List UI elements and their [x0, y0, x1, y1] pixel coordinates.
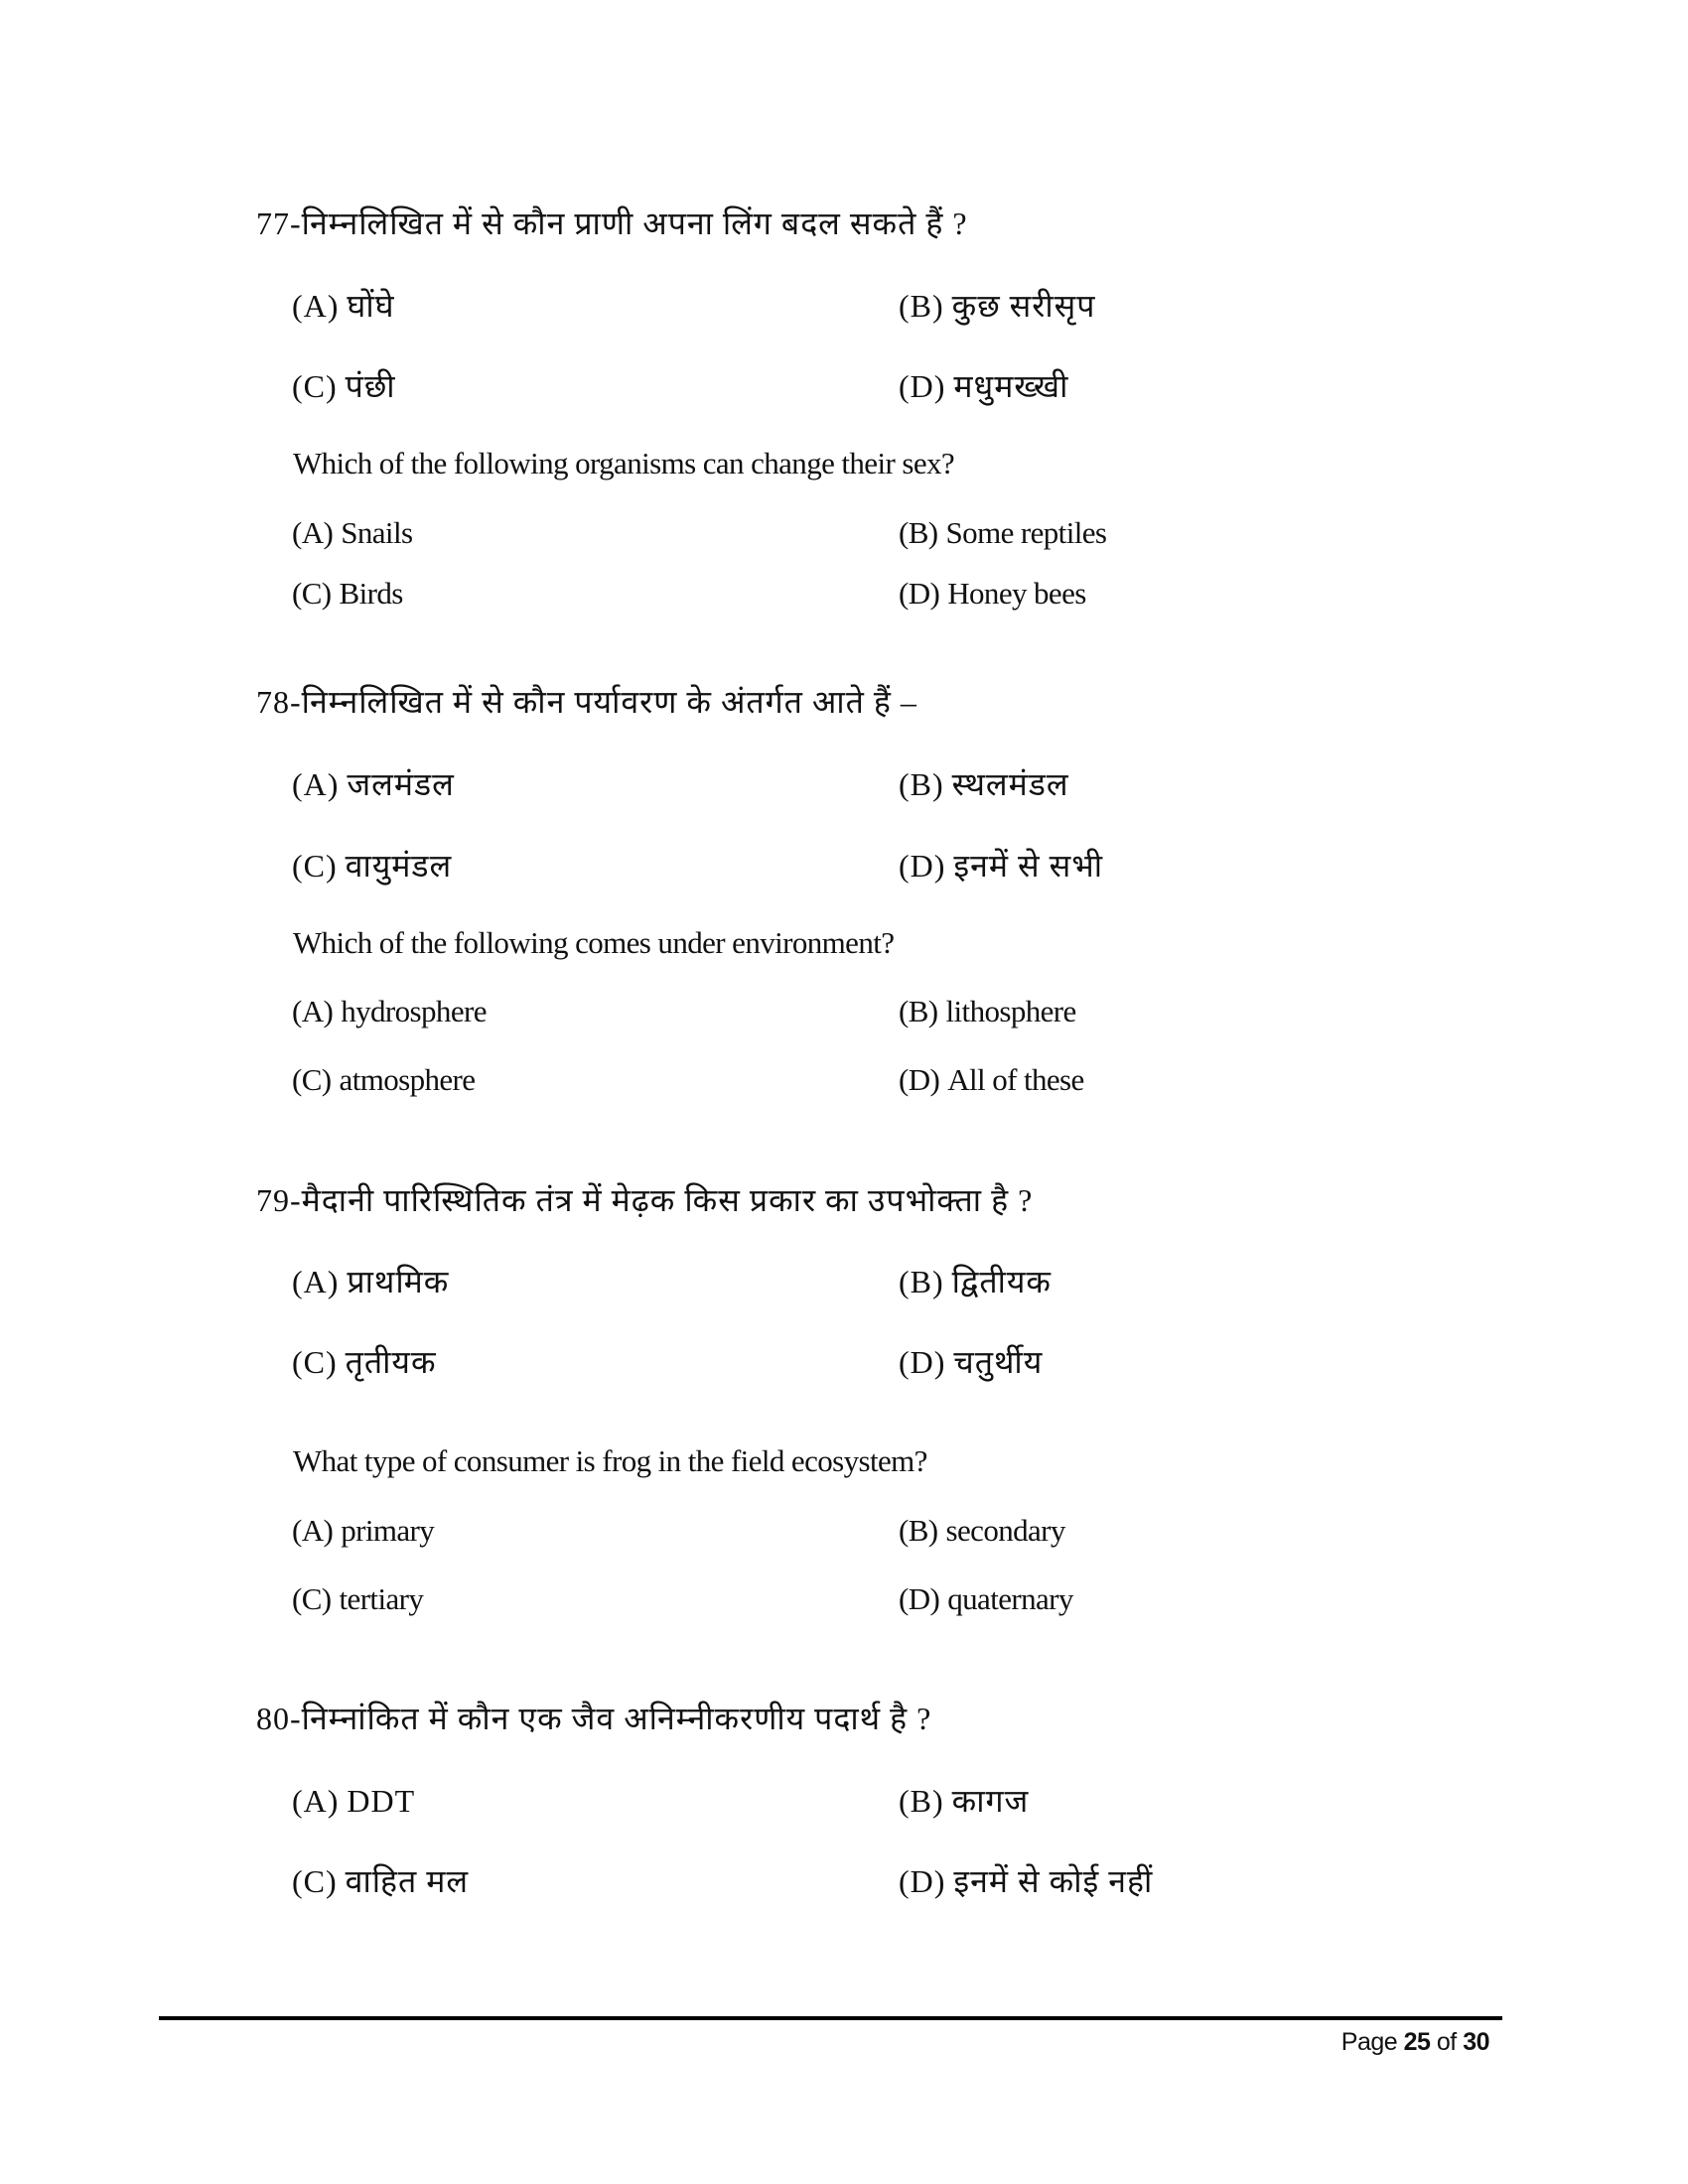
option-label: (C) [292, 1344, 338, 1380]
q80-hi-option-d [899, 1861, 1153, 1901]
option-text: घोंघे [347, 288, 395, 324]
option-text: स्थलमंडल [951, 766, 1069, 802]
question-text: निम्नलिखित में से कौन पर्यावरण के अंतर्गत आते हैं – [301, 684, 917, 720]
option-label: (D) [899, 368, 946, 404]
question-77-english: Which of the following organisms can change their sex? [293, 446, 955, 480]
q80-hi-option-a [292, 1781, 415, 1821]
q80-hi-option-c [292, 1861, 469, 1901]
q78-hi-option-c [292, 846, 452, 886]
question-78-english: Which of the following comes under environment? [293, 925, 895, 960]
option-text: कागज [951, 1783, 1030, 1819]
q79-en-option-a [292, 1511, 434, 1551]
question-text: मैदानी पारिस्थितिक तंत्र में मेढ़क किस प्रकार का उपभोक्ता है ? [301, 1182, 1034, 1218]
option-text: DDT [347, 1783, 416, 1819]
option-text: इनमें से सभी [953, 848, 1104, 884]
option-label: (C) [292, 368, 338, 404]
option-label: (B) [899, 1264, 944, 1299]
option-text: lithosphere [945, 994, 1076, 1028]
option-label: (D) [899, 848, 946, 884]
q78-en-option-a [292, 992, 487, 1031]
option-text: प्राथमिक [347, 1264, 450, 1299]
option-text: All of these [947, 1062, 1084, 1097]
option-label: (C) [292, 1062, 332, 1097]
of-word: of [1436, 2028, 1457, 2056]
q78-en-option-d [899, 1060, 1084, 1100]
option-text: primary [341, 1513, 435, 1548]
option-text: Honey bees [947, 576, 1086, 611]
option-text: चतुर्थीय [953, 1344, 1044, 1380]
option-label: (D) [899, 1581, 940, 1616]
option-text: Snails [341, 515, 413, 550]
question-number: 80- [256, 1701, 302, 1736]
option-text: मधुमख्खी [953, 368, 1069, 404]
question-79-english: What type of consumer is frog in the field ecosystem? [293, 1443, 927, 1478]
current-page: 25 [1403, 2028, 1431, 2056]
option-text: इनमें से कोई नहीं [953, 1863, 1154, 1899]
option-label: (D) [899, 1863, 946, 1899]
option-text: secondary [945, 1513, 1065, 1548]
q79-en-option-b [899, 1511, 1065, 1551]
q78-hi-option-a [292, 764, 455, 804]
option-label: (D) [899, 1062, 940, 1097]
q77-en-option-d [899, 574, 1086, 614]
option-text: Birds [339, 576, 403, 611]
option-label: (C) [292, 576, 332, 611]
q77-hi-option-b [899, 286, 1095, 326]
option-text: जलमंडल [347, 766, 455, 802]
option-label: (B) [899, 1783, 944, 1819]
question-number: 77- [256, 205, 302, 241]
option-label: (C) [292, 1863, 338, 1899]
option-text: वायुमंडल [345, 848, 453, 884]
question-number: 78- [256, 684, 302, 720]
option-text: कुछ सरीसृप [951, 288, 1096, 324]
q77-en-option-b [899, 513, 1106, 553]
q77-hi-option-a [292, 286, 395, 326]
q78-en-option-c [292, 1060, 475, 1100]
q79-en-option-c [292, 1579, 423, 1619]
option-label: (A) [292, 994, 334, 1028]
q77-en-option-c [292, 574, 403, 614]
option-text: तृतीयक [345, 1344, 437, 1380]
q79-hi-option-a [292, 1262, 449, 1301]
question-78-hindi [256, 682, 917, 722]
q79-hi-option-c [292, 1342, 437, 1382]
option-text: quaternary [947, 1581, 1073, 1616]
q78-hi-option-d [899, 846, 1103, 886]
total-pages: 30 [1463, 2028, 1489, 2056]
question-text: निम्नलिखित में से कौन प्राणी अपना लिंग बदल सकते हैं ? [301, 205, 968, 241]
option-label: (A) [292, 288, 340, 324]
option-label: (B) [899, 288, 944, 324]
question-77-hindi [256, 204, 968, 243]
option-text: Some reptiles [945, 515, 1107, 550]
option-label: (C) [292, 1581, 332, 1616]
q78-hi-option-b [899, 764, 1069, 804]
footer-divider [159, 2016, 1502, 2020]
q78-en-option-b [899, 992, 1076, 1031]
option-label: (A) [292, 1783, 340, 1819]
q79-hi-option-d [899, 1342, 1043, 1382]
page-number [1341, 2025, 1489, 2059]
q77-en-option-a [292, 513, 412, 553]
page-word: Page [1340, 2028, 1398, 2056]
option-label: (C) [292, 848, 338, 884]
question-79-hindi [256, 1180, 1033, 1220]
option-text: द्वितीयक [951, 1264, 1053, 1299]
option-label: (A) [292, 766, 340, 802]
option-label: (A) [292, 1264, 340, 1299]
option-label: (D) [899, 576, 940, 611]
option-label: (A) [292, 1513, 334, 1548]
q79-en-option-d [899, 1579, 1073, 1619]
option-label: (B) [899, 994, 938, 1028]
option-label: (B) [899, 1513, 938, 1548]
question-text: निम्नांकित में कौन एक जैव अनिम्नीकरणीय पदार्थ है ? [301, 1701, 932, 1736]
option-label: (D) [899, 1344, 946, 1380]
question-80-hindi [256, 1699, 931, 1738]
option-label: (B) [899, 766, 944, 802]
option-text: tertiary [339, 1581, 424, 1616]
q77-hi-option-d [899, 366, 1068, 406]
option-label: (B) [899, 515, 938, 550]
q80-hi-option-b [899, 1781, 1029, 1821]
question-number: 79- [256, 1182, 302, 1218]
option-text: hydrosphere [341, 994, 487, 1028]
option-text: atmosphere [339, 1062, 476, 1097]
q77-hi-option-c [292, 366, 396, 406]
q79-hi-option-b [899, 1262, 1052, 1301]
option-text: वाहित मल [345, 1863, 470, 1899]
option-label: (A) [292, 515, 334, 550]
option-text: पंछी [345, 368, 396, 404]
